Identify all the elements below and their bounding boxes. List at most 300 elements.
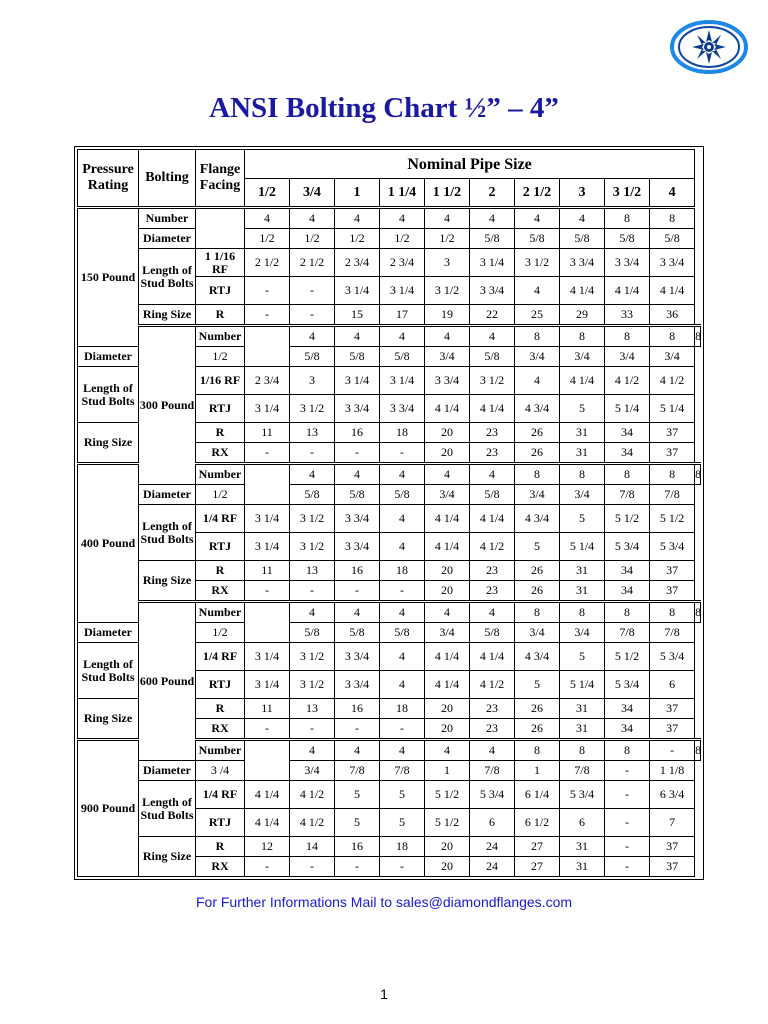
length-rtj-cell: 5 1/4 <box>560 533 605 561</box>
bolt-diameter-cell: 1 <box>515 761 560 781</box>
length-rf-cell: 4 1/4 <box>245 781 290 809</box>
ring-r-cell: 20 <box>425 837 470 857</box>
ring-rx-cell: 27 <box>515 857 560 877</box>
row-label-length-of-stud-bolts: Length of Stud Bolts <box>78 367 139 423</box>
ring-r-cell: 34 <box>605 423 650 443</box>
ring-rx-cell: - <box>380 719 425 740</box>
length-rf-cell: 2 3/4 <box>335 249 380 277</box>
length-rf-cell: 3 3/4 <box>335 505 380 533</box>
ring-rx-cell: - <box>380 581 425 602</box>
flange-facing-rtj: RTJ <box>196 533 245 561</box>
ring-type-r: R <box>196 837 245 857</box>
table-row <box>78 781 701 809</box>
length-rtj-cell: 3 1/2 <box>290 671 335 699</box>
bolt-number-cell: 4 <box>515 208 560 229</box>
table-row <box>78 561 701 581</box>
length-rtj-cell: 4 <box>380 671 425 699</box>
length-rtj-cell: 6 <box>470 809 515 837</box>
bolt-diameter-cell: 1/2 <box>290 229 335 249</box>
ring-rx-cell: 26 <box>515 581 560 602</box>
bolt-number-cell: 4 <box>380 208 425 229</box>
bolt-diameter-cell: 3/4 <box>425 485 470 505</box>
ring-r-cell: 18 <box>380 423 425 443</box>
length-rtj-cell: 3 1/2 <box>425 277 470 305</box>
length-rtj-cell: 3 3/4 <box>335 671 380 699</box>
ring-r-cell: 13 <box>290 423 335 443</box>
length-rf-cell: 5 3/4 <box>560 781 605 809</box>
length-rtj-cell: 5 3/4 <box>605 533 650 561</box>
length-rf-cell: 3 3/4 <box>335 643 380 671</box>
ring-rx-cell: 37 <box>650 719 695 740</box>
ring-r-cell: 26 <box>515 699 560 719</box>
row-label-ring-size: Ring Size <box>139 561 196 602</box>
bolt-number-cell: 4 <box>425 326 470 347</box>
bolt-number-cell: 4 <box>380 740 425 761</box>
ring-rx-cell: 26 <box>515 719 560 740</box>
bolt-number-cell: 4 <box>470 740 515 761</box>
bolt-number-cell: 4 <box>425 208 470 229</box>
ring-r-cell: 20 <box>425 423 470 443</box>
ring-r-cell: 16 <box>335 699 380 719</box>
bolt-number-cell: 8 <box>560 326 605 347</box>
bolt-number-cell: 4 <box>290 602 335 623</box>
ring-r-cell: 23 <box>470 699 515 719</box>
length-rtj-cell: 6 1/2 <box>515 809 560 837</box>
bolt-number-cell: 8 <box>560 602 605 623</box>
header-nominal-pipe-size: Nominal Pipe Size <box>245 150 695 179</box>
bolt-number-cell: 8 <box>605 208 650 229</box>
length-rf-cell: 4 1/4 <box>425 643 470 671</box>
bolt-number-cell: 4 <box>335 740 380 761</box>
length-rtj-cell: 5 3/4 <box>605 671 650 699</box>
bolt-diameter-cell: 5/8 <box>335 485 380 505</box>
ring-type-rx: RX <box>196 857 245 877</box>
bolt-diameter-cell: 3/4 <box>425 623 470 643</box>
bolt-number-cell: 8 <box>695 740 701 761</box>
pressure-rating-cell: 900 Pound <box>78 740 139 877</box>
bolt-diameter-cell: 7/8 <box>605 623 650 643</box>
ring-r-cell: 18 <box>380 837 425 857</box>
length-rf-cell: 4 <box>380 505 425 533</box>
ring-r-cell: 26 <box>515 561 560 581</box>
ring-r-cell: 12 <box>245 837 290 857</box>
ring-rx-cell: 37 <box>650 581 695 602</box>
ring-type-rx: RX <box>196 719 245 740</box>
length-rf-cell: 3 1/2 <box>515 249 560 277</box>
bolt-diameter-cell: 5/8 <box>380 485 425 505</box>
table-row <box>78 602 701 623</box>
bolt-number-cell: 4 <box>245 208 290 229</box>
pipe-size-header: 1/2 <box>245 179 290 208</box>
ring-r-cell: 13 <box>290 699 335 719</box>
table-row <box>78 229 701 249</box>
ring-rx-cell: - <box>290 719 335 740</box>
ring-rx-cell: 31 <box>560 581 605 602</box>
pipe-size-header: 1 1/2 <box>425 179 470 208</box>
flange-facing-rtj: RTJ <box>196 809 245 837</box>
ring-r-cell: 29 <box>560 305 605 326</box>
ring-rx-cell: 37 <box>650 443 695 464</box>
pipe-size-header: 1 <box>335 179 380 208</box>
bolt-diameter-cell: 7/8 <box>650 485 695 505</box>
bolt-number-cell: 8 <box>695 602 701 623</box>
row-label-diameter: Diameter <box>139 229 196 249</box>
ring-rx-cell: 34 <box>605 581 650 602</box>
length-rtj-cell: 3 1/2 <box>290 395 335 423</box>
length-rf-cell: 2 1/2 <box>245 249 290 277</box>
bolt-number-cell: 4 <box>470 464 515 485</box>
length-rf-cell: 6 3/4 <box>650 781 695 809</box>
ring-r-cell: 34 <box>605 561 650 581</box>
flange-facing-rf: 1/4 RF <box>196 781 245 809</box>
length-rf-cell: 4 1/2 <box>605 367 650 395</box>
pipe-size-header: 4 <box>650 179 695 208</box>
flange-facing-rtj: RTJ <box>196 277 245 305</box>
bolt-number-cell: 4 <box>335 602 380 623</box>
length-rf-cell: 4 1/4 <box>470 505 515 533</box>
bolt-diameter-cell: 1/2 <box>380 229 425 249</box>
bolt-diameter-cell: 1/2 <box>335 229 380 249</box>
bolt-diameter-cell: 3/4 <box>605 347 650 367</box>
bolt-diameter-cell: 7/8 <box>380 761 425 781</box>
bolt-diameter-cell: 5/8 <box>290 347 335 367</box>
bolt-number-cell: 8 <box>605 464 650 485</box>
length-rf-cell: 5 <box>380 781 425 809</box>
length-rf-cell: 3 1/4 <box>245 505 290 533</box>
length-rtj-cell: 3 1/2 <box>290 533 335 561</box>
length-rtj-cell: 5 <box>515 533 560 561</box>
length-rtj-cell: - <box>290 277 335 305</box>
ring-rx-cell: 31 <box>560 719 605 740</box>
flange-facing-empty <box>196 208 245 249</box>
ring-rx-cell: - <box>380 443 425 464</box>
header-bolting: Bolting <box>139 150 196 208</box>
bolt-number-cell: 4 <box>425 602 470 623</box>
ring-r-cell: 31 <box>560 561 605 581</box>
flange-facing-empty <box>245 464 290 505</box>
row-label-diameter: Diameter <box>139 485 196 505</box>
table-row <box>78 208 701 229</box>
bolt-diameter-cell: 5/8 <box>290 623 335 643</box>
ring-r-cell: 37 <box>650 837 695 857</box>
length-rf-cell: - <box>605 781 650 809</box>
ring-r-cell: 11 <box>245 423 290 443</box>
length-rtj-cell: 3 3/4 <box>470 277 515 305</box>
length-rtj-cell: 4 <box>380 533 425 561</box>
bolt-number-cell: 4 <box>380 464 425 485</box>
bolt-number-cell: 4 <box>335 208 380 229</box>
length-rtj-cell: 4 1/2 <box>470 671 515 699</box>
length-rf-cell: 5 1/2 <box>605 505 650 533</box>
pressure-rating-cell: 600 Pound <box>139 602 196 761</box>
bolt-diameter-cell: 1/2 <box>245 229 290 249</box>
row-label-diameter: Diameter <box>139 761 196 781</box>
bolt-diameter-cell: 5/8 <box>290 485 335 505</box>
ring-r-cell: - <box>605 837 650 857</box>
length-rf-cell: 3 1/2 <box>290 643 335 671</box>
table-row <box>78 249 701 277</box>
length-rtj-cell: 4 1/4 <box>425 671 470 699</box>
header-pressure-rating: Pressure Rating <box>78 150 139 208</box>
ring-rx-cell: 26 <box>515 443 560 464</box>
length-rf-cell: 5 <box>560 643 605 671</box>
length-rtj-cell: - <box>605 809 650 837</box>
length-rtj-cell: 4 1/4 <box>245 809 290 837</box>
bolt-diameter-cell: 3/4 <box>290 761 335 781</box>
length-rf-cell: 6 1/4 <box>515 781 560 809</box>
bolt-diameter-cell: 1/2 <box>196 485 245 505</box>
bolt-number-cell: 4 <box>290 464 335 485</box>
ring-rx-cell: - <box>245 443 290 464</box>
bolt-diameter-cell: 3/4 <box>560 347 605 367</box>
length-rtj-cell: 3 1/4 <box>245 533 290 561</box>
length-rf-cell: 3 1/4 <box>245 643 290 671</box>
ring-r-cell: - <box>245 305 290 326</box>
row-label-ring-size: Ring Size <box>139 305 196 326</box>
bolt-number-cell: 4 <box>290 326 335 347</box>
ring-r-cell: 31 <box>560 699 605 719</box>
bolt-number-cell: 4 <box>425 464 470 485</box>
length-rf-cell: 3 <box>290 367 335 395</box>
ring-r-cell: 34 <box>605 699 650 719</box>
bolt-diameter-cell: 1/2 <box>196 623 245 643</box>
ring-r-cell: 16 <box>335 561 380 581</box>
length-rf-cell: 4 1/4 <box>470 643 515 671</box>
length-rf-cell: 4 1/2 <box>290 781 335 809</box>
length-rtj-cell: 3 1/4 <box>335 277 380 305</box>
bolt-diameter-cell: 5/8 <box>470 347 515 367</box>
ring-type-r: R <box>196 699 245 719</box>
length-rf-cell: 4 1/4 <box>560 367 605 395</box>
bolt-diameter-cell: 3 /4 <box>196 761 245 781</box>
page-title: ANSI Bolting Chart ½” – 4” <box>209 92 559 124</box>
length-rtj-cell: 5 <box>335 809 380 837</box>
length-rf-cell: 2 3/4 <box>245 367 290 395</box>
pipe-size-header: 2 <box>470 179 515 208</box>
length-rf-cell: 4 3/4 <box>515 505 560 533</box>
flange-facing-rtj: RTJ <box>196 395 245 423</box>
length-rtj-cell: 4 1/2 <box>470 533 515 561</box>
bolt-number-cell: 8 <box>650 464 695 485</box>
length-rf-cell: 3 3/4 <box>560 249 605 277</box>
table-row <box>78 761 701 781</box>
row-label-ring-size: Ring Size <box>78 699 139 740</box>
ring-r-cell: 13 <box>290 561 335 581</box>
row-label-number: Number <box>196 326 245 347</box>
length-rf-cell: 5 <box>560 505 605 533</box>
ring-rx-cell: 31 <box>560 857 605 877</box>
bolt-diameter-cell: 3/4 <box>515 623 560 643</box>
ring-r-cell: 24 <box>470 837 515 857</box>
bolt-diameter-cell: 7/8 <box>335 761 380 781</box>
ring-rx-cell: - <box>290 443 335 464</box>
table-row <box>78 505 701 533</box>
table-row <box>78 326 701 347</box>
length-rf-cell: 4 <box>515 367 560 395</box>
row-label-number: Number <box>196 602 245 623</box>
length-rf-cell: 5 3/4 <box>650 643 695 671</box>
length-rf-cell: 4 1/4 <box>425 505 470 533</box>
ring-rx-cell: - <box>380 857 425 877</box>
ring-r-cell: 11 <box>245 561 290 581</box>
length-rtj-cell: 3 3/4 <box>335 533 380 561</box>
length-rtj-cell: 7 <box>650 809 695 837</box>
length-rtj-cell: 6 <box>650 671 695 699</box>
length-rtj-cell: 5 <box>380 809 425 837</box>
flange-facing-rf: 1/4 RF <box>196 643 245 671</box>
ring-r-cell: 31 <box>560 423 605 443</box>
ring-r-cell: - <box>290 305 335 326</box>
length-rtj-cell: - <box>245 277 290 305</box>
ring-r-cell: 18 <box>380 699 425 719</box>
length-rtj-cell: 3 1/4 <box>245 671 290 699</box>
ring-rx-cell: - <box>245 857 290 877</box>
pipe-size-header: 3 1/2 <box>605 179 650 208</box>
ring-r-cell: 23 <box>470 423 515 443</box>
ring-rx-cell: - <box>245 581 290 602</box>
bolt-diameter-cell: 3/4 <box>425 347 470 367</box>
ring-rx-cell: 20 <box>425 443 470 464</box>
bolt-number-cell: 4 <box>425 740 470 761</box>
row-label-length-of-stud-bolts: Length of Stud Bolts <box>139 781 196 837</box>
length-rtj-cell: 4 1/4 <box>425 533 470 561</box>
bolt-diameter-cell: 7/8 <box>560 761 605 781</box>
bolt-diameter-cell: 3/4 <box>515 347 560 367</box>
flange-facing-empty <box>245 602 290 643</box>
bolt-number-cell: 8 <box>650 326 695 347</box>
length-rtj-cell: 4 1/4 <box>560 277 605 305</box>
ring-r-cell: 26 <box>515 423 560 443</box>
flange-facing-rf: 1/4 RF <box>196 505 245 533</box>
ring-r-cell: 23 <box>470 561 515 581</box>
bolt-number-cell: 4 <box>290 740 335 761</box>
row-label-ring-size: Ring Size <box>78 423 139 464</box>
bolt-diameter-cell: 5/8 <box>470 623 515 643</box>
flange-facing-rtj: RTJ <box>196 671 245 699</box>
length-rf-cell: 3 1/2 <box>470 367 515 395</box>
bolt-diameter-cell: 5/8 <box>380 347 425 367</box>
length-rtj-cell: 4 1/4 <box>470 395 515 423</box>
bolt-number-cell: 8 <box>605 326 650 347</box>
length-rf-cell: 5 1/2 <box>425 781 470 809</box>
ring-rx-cell: - <box>335 581 380 602</box>
length-rf-cell: 5 1/2 <box>605 643 650 671</box>
bolt-number-cell: 4 <box>470 326 515 347</box>
bolt-diameter-cell: 5/8 <box>515 229 560 249</box>
row-label-number: Number <box>139 208 196 229</box>
bolt-number-cell: 8 <box>650 208 695 229</box>
bolt-number-cell: 4 <box>335 326 380 347</box>
ring-rx-cell: - <box>335 443 380 464</box>
ring-r-cell: 17 <box>380 305 425 326</box>
length-rf-cell: 3 <box>425 249 470 277</box>
table-row <box>78 837 701 857</box>
row-label-diameter: Diameter <box>78 623 139 643</box>
bolt-diameter-cell: 1/2 <box>425 229 470 249</box>
bolt-number-cell: 8 <box>560 740 605 761</box>
ring-r-cell: 11 <box>245 699 290 719</box>
ring-r-cell: 20 <box>425 561 470 581</box>
ring-r-cell: 15 <box>335 305 380 326</box>
length-rf-cell: 3 3/4 <box>425 367 470 395</box>
bolt-diameter-cell: 1 1/8 <box>650 761 695 781</box>
flange-facing-empty <box>245 740 290 781</box>
length-rtj-cell: 5 <box>560 395 605 423</box>
length-rf-cell: 5 <box>335 781 380 809</box>
bolt-number-cell: 8 <box>515 602 560 623</box>
length-rtj-cell: 5 1/4 <box>605 395 650 423</box>
bolt-number-cell: 8 <box>605 740 650 761</box>
bolt-diameter-cell: 1/2 <box>196 347 245 367</box>
ring-rx-cell: - <box>605 857 650 877</box>
bolt-number-cell: 8 <box>515 326 560 347</box>
length-rtj-cell: 5 <box>515 671 560 699</box>
ring-rx-cell: 23 <box>470 719 515 740</box>
length-rtj-cell: 4 <box>515 277 560 305</box>
length-rtj-cell: 4 1/2 <box>290 809 335 837</box>
bolt-diameter-cell: 3/4 <box>515 485 560 505</box>
ring-r-cell: 25 <box>515 305 560 326</box>
ring-rx-cell: - <box>335 719 380 740</box>
bolt-number-cell: 4 <box>470 602 515 623</box>
length-rtj-cell: 5 3/4 <box>650 533 695 561</box>
length-rtj-cell: 4 1/4 <box>605 277 650 305</box>
ring-type-rx: RX <box>196 443 245 464</box>
ring-rx-cell: - <box>290 857 335 877</box>
company-logo-icon <box>668 18 750 76</box>
length-rtj-cell: 4 1/4 <box>650 277 695 305</box>
bolt-number-cell: - <box>650 740 695 761</box>
ring-r-cell: 33 <box>605 305 650 326</box>
page-number: 1 <box>380 986 388 1002</box>
bolt-diameter-cell: 5/8 <box>380 623 425 643</box>
flange-facing-rf: 1 1/16 RF <box>196 249 245 277</box>
row-label-number: Number <box>196 464 245 485</box>
ring-r-cell: 37 <box>650 699 695 719</box>
bolt-diameter-cell: 5/8 <box>560 229 605 249</box>
pressure-rating-cell: 300 Pound <box>139 326 196 485</box>
bolt-number-cell: 4 <box>335 464 380 485</box>
bolt-number-cell: 4 <box>560 208 605 229</box>
ring-rx-cell: 24 <box>470 857 515 877</box>
length-rtj-cell: 3 3/4 <box>380 395 425 423</box>
ring-r-cell: 19 <box>425 305 470 326</box>
ring-r-cell: 31 <box>560 837 605 857</box>
ring-rx-cell: - <box>245 719 290 740</box>
length-rtj-cell: 6 <box>560 809 605 837</box>
table-row <box>78 485 701 505</box>
pressure-rating-cell: 150 Pound <box>78 208 139 347</box>
bolt-diameter-cell: 5/8 <box>335 347 380 367</box>
bolt-diameter-cell: 7/8 <box>650 623 695 643</box>
bolt-number-cell: 8 <box>515 464 560 485</box>
bolt-diameter-cell: 5/8 <box>470 485 515 505</box>
pressure-rating-cell: 400 Pound <box>78 464 139 623</box>
bolt-diameter-cell: 3/4 <box>560 485 605 505</box>
bolt-diameter-cell: 3/4 <box>560 623 605 643</box>
length-rf-cell: 3 1/4 <box>335 367 380 395</box>
ring-r-cell: 27 <box>515 837 560 857</box>
row-label-length-of-stud-bolts: Length of Stud Bolts <box>78 643 139 699</box>
length-rtj-cell: 3 3/4 <box>335 395 380 423</box>
pipe-size-header: 3 <box>560 179 605 208</box>
bolt-number-cell: 8 <box>650 602 695 623</box>
row-label-length-of-stud-bolts: Length of Stud Bolts <box>139 249 196 305</box>
bolt-diameter-cell: 5/8 <box>650 229 695 249</box>
ring-r-cell: 37 <box>650 561 695 581</box>
ring-r-cell: 37 <box>650 423 695 443</box>
ring-rx-cell: 20 <box>425 581 470 602</box>
